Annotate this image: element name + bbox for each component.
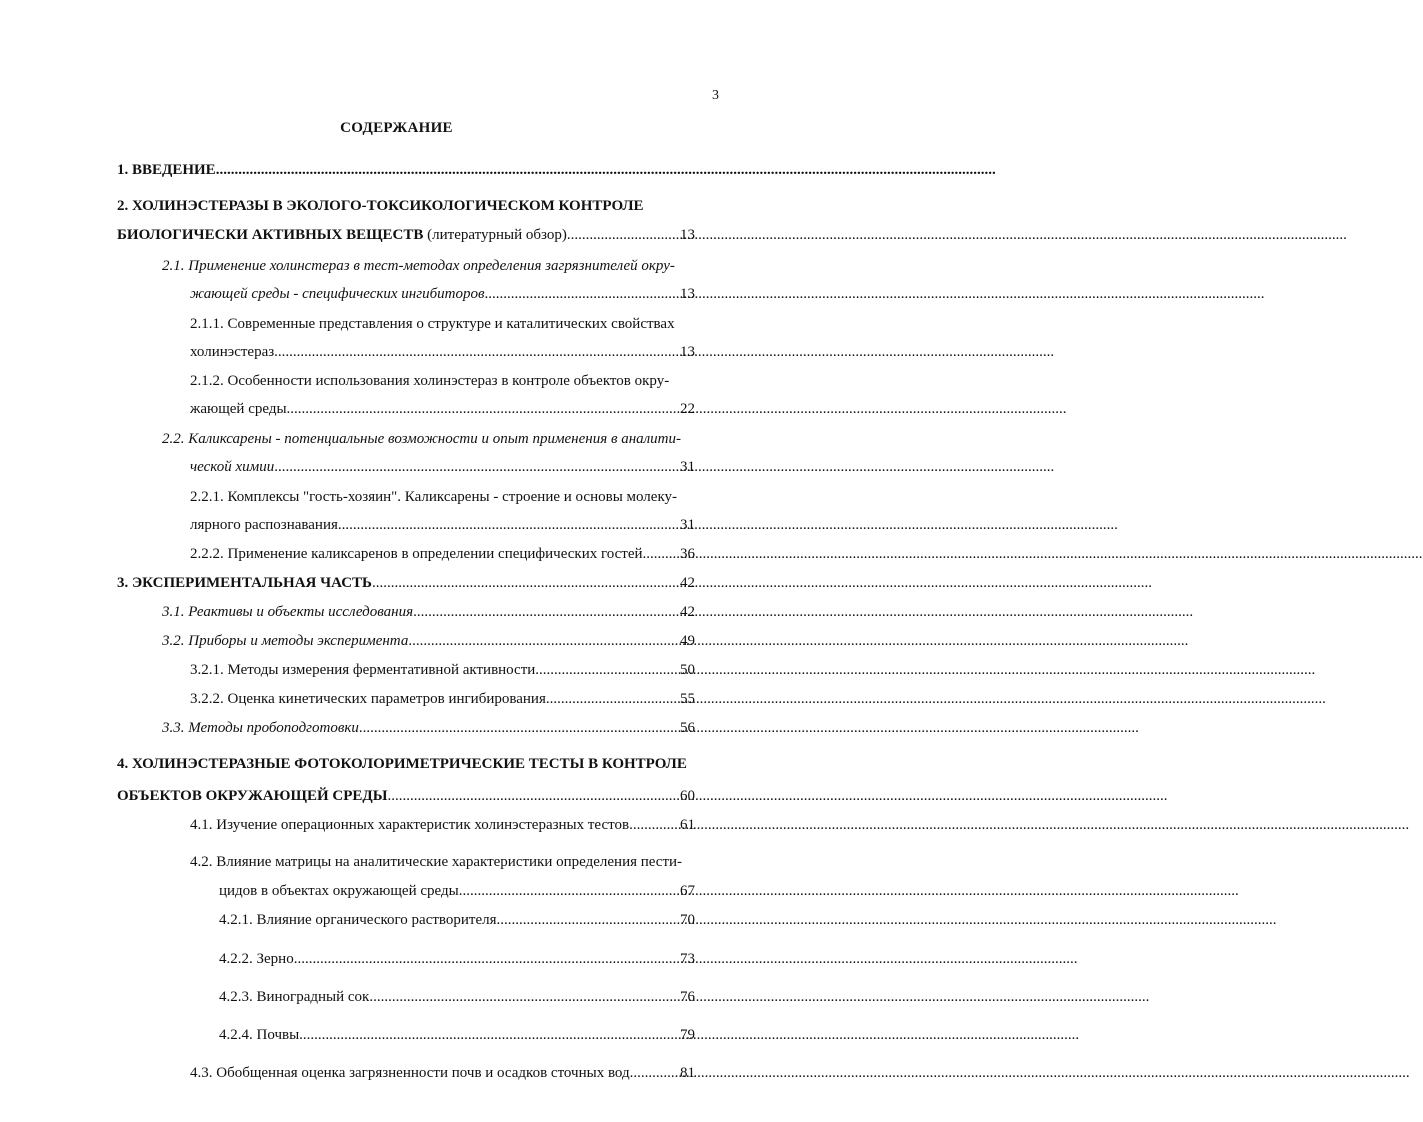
toc-entry-2-1-2[interactable] (190, 399, 695, 419)
toc-page-number: 56 (680, 720, 695, 736)
toc-entry-title: 3.3. Методы пробоподготовки (162, 720, 359, 736)
toc-entry-4[interactable] (117, 786, 695, 806)
toc-page-number: 61 (680, 817, 695, 833)
toc-entry-3-2[interactable] (162, 631, 695, 651)
leader-dots (567, 225, 680, 245)
toc-page-number: 76 (680, 989, 695, 1005)
leader-dots (484, 284, 680, 304)
leader-dots (297, 949, 680, 969)
toc-entry-title: 4.3. Обобщенная оценка загрязненности почв и осадков сточных вод (190, 1065, 630, 1081)
toc-page-number: 13 (680, 286, 695, 302)
toc-page-number: 73 (680, 951, 695, 967)
toc-entry-4-line1[interactable]: 4. ХОЛИНЭСТЕРАЗНЫЕ ФОТОКОЛОРИМЕТРИЧЕСКИЕ ТЕСТЫ В КОНТРОЛЕ (117, 756, 687, 772)
toc-entry-2-2-line1[interactable]: 2.2. Каликсарены - потенциальные возможности и опыт применения в аналити- (162, 431, 682, 447)
toc-page-number: 22 (680, 401, 695, 417)
leader-dots (535, 660, 680, 680)
toc-page-number: 70 (680, 912, 695, 928)
toc-entry-title: 1. ВВЕДЕНИЕ (117, 162, 216, 178)
toc-page-number: 36 (680, 546, 695, 562)
toc-entry-2-2-1[interactable] (190, 515, 695, 535)
toc-entry-3[interactable] (117, 573, 695, 593)
leader-dots (387, 786, 680, 806)
toc-entry-4-1[interactable] (190, 815, 695, 835)
toc-entry-2-2[interactable] (190, 457, 695, 477)
page-number: 3 (712, 88, 719, 103)
toc-entry-title: цидов в объектах окружающей среды (219, 883, 459, 899)
toc-entry-title: 4.2.3. Виноградный сок (219, 989, 370, 1005)
toc-entry-2[interactable] (117, 225, 695, 245)
toc-page-number: 31 (680, 517, 695, 533)
toc-entry-title: ческой химии (190, 459, 275, 475)
toc-page-number: 31 (680, 459, 695, 475)
leader-dots (459, 881, 680, 901)
toc-page-number: 81 (680, 1065, 695, 1081)
toc-page-number: 79 (680, 1027, 695, 1043)
toc-entry-title: 2.2.2. Применение каликсаренов в определении специфических гостей (190, 546, 643, 562)
leader-dots (287, 399, 680, 419)
toc-entry-3-1[interactable] (162, 602, 695, 622)
toc-entry-4-2-4[interactable] (219, 1025, 695, 1045)
toc-entry-title: 3.2.1. Методы измерения ферментативной активности (190, 662, 536, 678)
leader-dots (546, 689, 680, 709)
toc-entry-title: ОБЪЕКТОВ ОКРУЖАЮЩЕЙ СРЕДЫ (117, 788, 388, 804)
toc-entry-2-line1[interactable]: 2. ХОЛИНЭСТЕРАЗЫ В ЭКОЛОГО-ТОКСИКОЛОГИЧЕСКОМ КОНТРОЛЕ (117, 198, 644, 214)
toc-entry-title: 3.1. Реактивы и объекты исследования (162, 604, 414, 620)
leader-dots (216, 160, 677, 180)
leader-dots (274, 342, 680, 362)
toc-entry-title: БИОЛОГИЧЕСКИ АКТИВНЫХ ВЕЩЕСТВ (117, 227, 424, 243)
toc-page-number: 13 (680, 344, 695, 360)
toc-page-number: 50 (680, 662, 695, 678)
toc-entry-3-2-1[interactable] (190, 660, 695, 680)
toc-entry-2-2-1-line1[interactable]: 2.2.1. Комплексы "гость-хозяин". Каликсарены - строение и основы молеку- (190, 489, 678, 505)
leader-dots (338, 515, 680, 535)
toc-entry-4-3[interactable] (190, 1063, 695, 1083)
toc-page-number: 67 (680, 883, 695, 899)
toc-entry-4-2-3[interactable] (219, 987, 695, 1007)
leader-dots (372, 573, 680, 593)
toc-entry-title: 4.1. Изучение операционных характеристик холинэстеразных тестов (190, 817, 630, 833)
toc-entry-title: холинэстераз (190, 344, 275, 360)
toc-page-number: 60 (680, 788, 695, 804)
toc-page-number: 55 (680, 691, 695, 707)
leader-dots (497, 910, 680, 930)
toc-entry-3-3[interactable] (162, 718, 695, 738)
toc-entry-2-1-1-line1[interactable]: 2.1.1. Современные представления о структуре и каталитических свойствах (190, 316, 675, 332)
toc-entry-2-1-2-line1[interactable]: 2.1.2. Особенности использования холинэстераз в контроле объектов окру- (190, 373, 670, 389)
toc-entry-title: 4.2.1. Влияние органического растворителя (219, 912, 497, 928)
toc-page-number: 42 (680, 604, 695, 620)
toc-entry-title: жающей среды (190, 401, 287, 417)
leader-dots (630, 1063, 680, 1083)
toc-entry-title: 4.2.2. Зерно. (219, 951, 298, 967)
toc-entry-4-2-2[interactable] (219, 949, 695, 969)
toc-entry-2-1[interactable] (190, 284, 695, 304)
toc-entry-2-1-line1[interactable]: 2.1. Применение холинстераз в тест-методах определения загрязнителей окру- (162, 258, 675, 274)
toc-entry-note: (литературный обзор) (423, 227, 567, 243)
leader-dots (643, 544, 680, 564)
toc-entry-4-2[interactable] (219, 881, 695, 901)
toc-entry-title: лярного распознавания (190, 517, 338, 533)
toc-entry-1[interactable] (117, 160, 677, 180)
page-title: СОДЕРЖАНИЕ (340, 120, 453, 136)
leader-dots (413, 602, 680, 622)
toc-entry-3-2-2[interactable] (190, 689, 695, 709)
toc-entry-title: жающей среды - специфических ингибиторов (190, 286, 485, 302)
toc-entry-4-2-line1[interactable]: 4.2. Влияние матрицы на аналитические характеристики определения пести- (190, 854, 683, 870)
toc-entry-title: 3.2. Приборы и методы эксперимента (162, 633, 409, 649)
toc-entry-4-2-1[interactable] (219, 910, 695, 930)
toc-page-number: 13 (680, 227, 695, 243)
leader-dots (299, 1025, 680, 1045)
leader-dots (369, 987, 680, 1007)
toc-entry-title: 3.2.2. Оценка кинетических параметров ингибирования (190, 691, 546, 707)
leader-dots (359, 718, 680, 738)
leader-dots (274, 457, 680, 477)
toc-entry-2-1-1[interactable] (190, 342, 695, 362)
leader-dots (408, 631, 680, 651)
toc-entry-title: 4.2.4. Почвы (219, 1027, 300, 1043)
toc-page-number: 49 (680, 633, 695, 649)
toc-entry-title: 3. ЭКСПЕРИМЕНТАЛЬНАЯ ЧАСТЬ (117, 575, 372, 591)
leader-dots (629, 815, 680, 835)
toc-entry-2-2-2[interactable] (190, 544, 695, 564)
toc-page-number: 42 (680, 575, 695, 591)
